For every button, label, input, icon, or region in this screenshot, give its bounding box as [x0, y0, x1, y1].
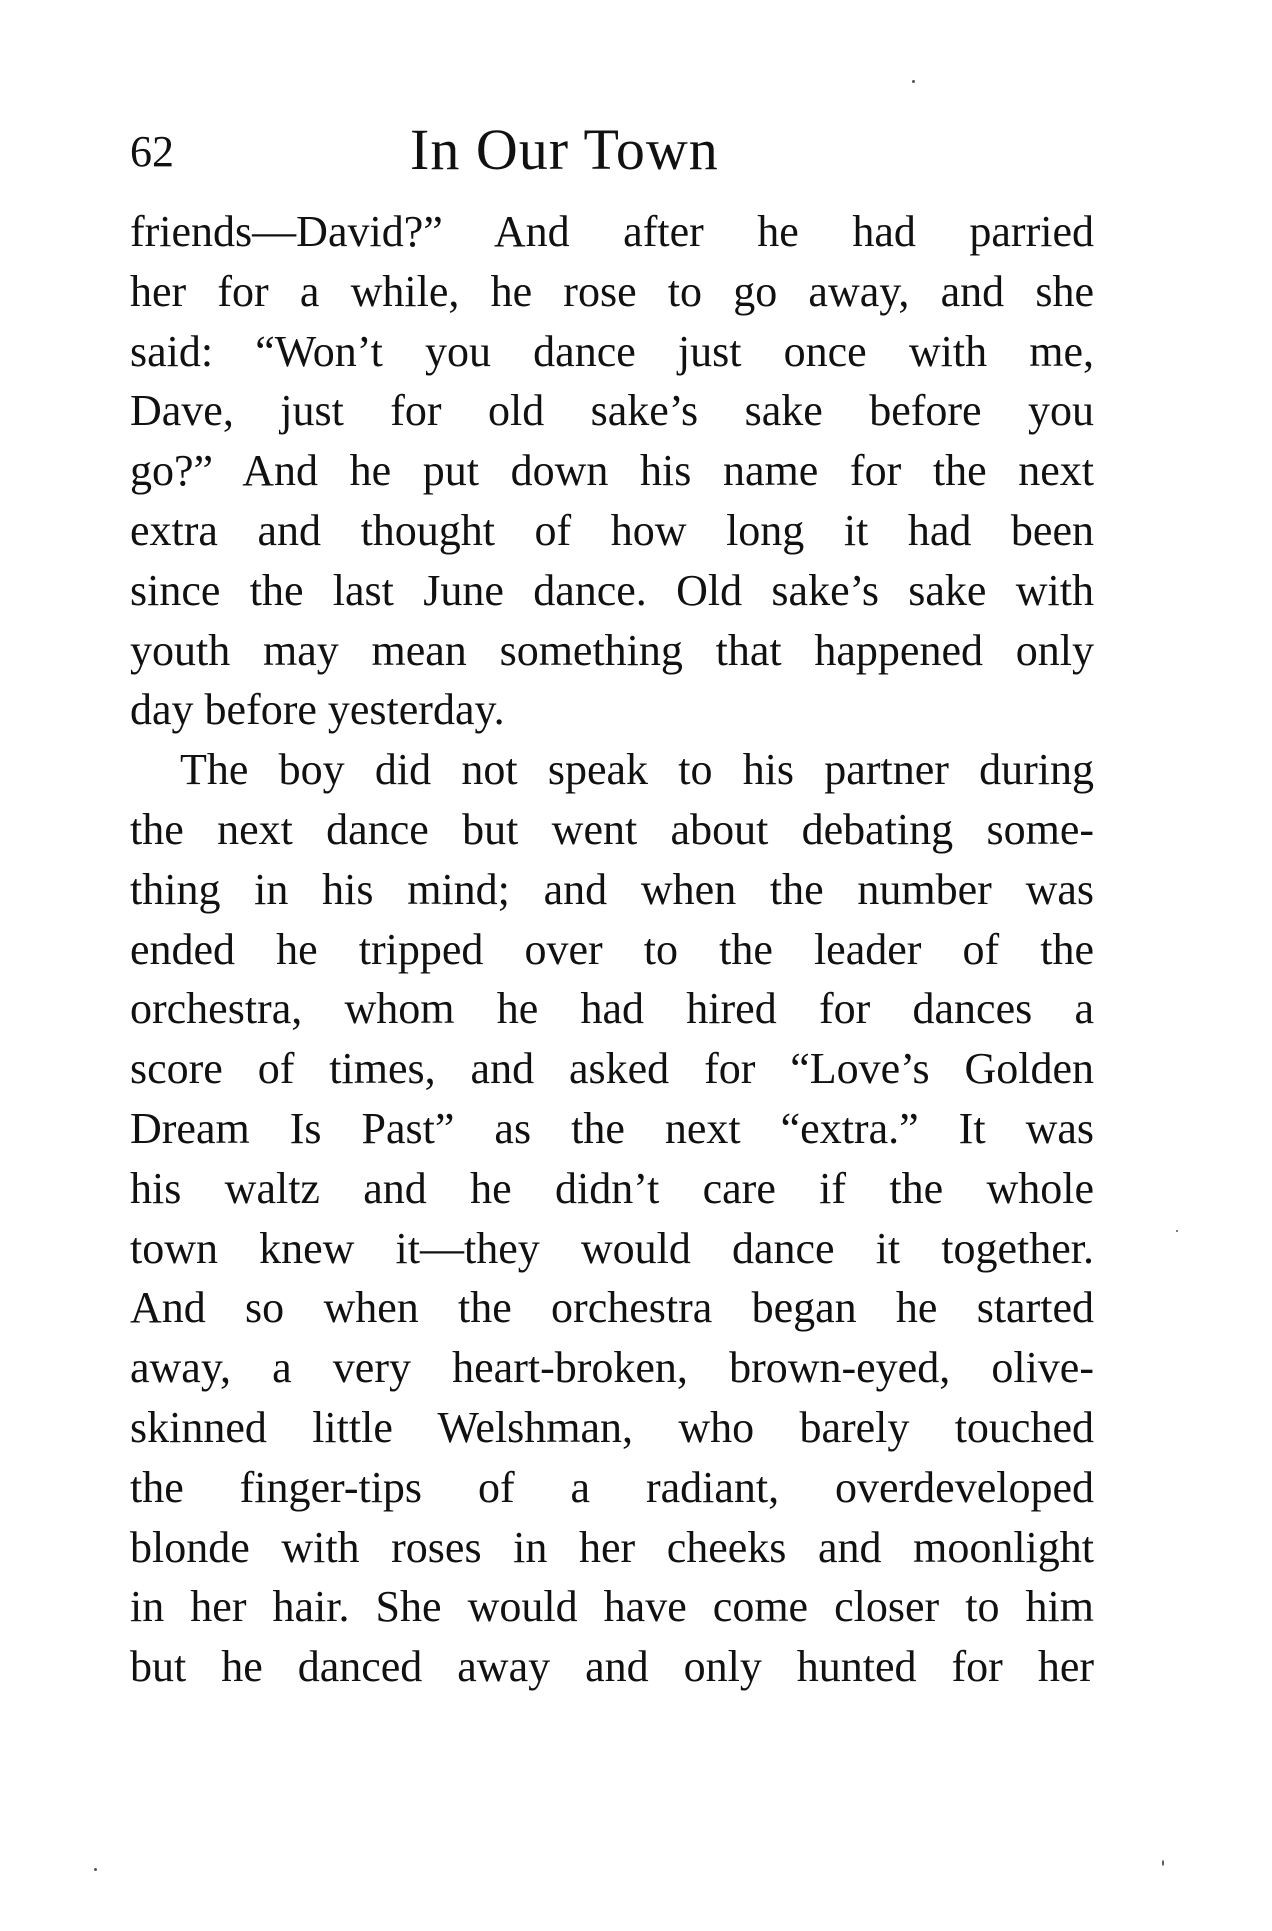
text-line: her for a while, he rose to go away, and she: [130, 266, 1094, 316]
running-title: In Our Town: [410, 117, 719, 182]
page-header: [130, 118, 1090, 188]
body-text: [130, 202, 1094, 1697]
text-line: blonde with roses in her cheeks and moonlight: [130, 1522, 1094, 1572]
text-line: since the last June dance. Old sake’s sake with: [130, 565, 1094, 615]
scan-speck: [1176, 1230, 1178, 1232]
text-line: And so when the orchestra began he started: [130, 1283, 1094, 1333]
text-line: skinned little Welshman, who barely touched: [130, 1402, 1094, 1452]
scan-speck: [1162, 1860, 1164, 1866]
text-line: go?” And he put down his name for the next: [130, 446, 1094, 496]
scan-speck: [94, 1868, 97, 1871]
text-line: youth may mean something that happened only: [130, 625, 1094, 675]
text-line: day before yesterday.: [130, 685, 505, 735]
scan-speck: [912, 80, 915, 83]
text-line: the finger-tips of a radiant, overdeveloped: [130, 1462, 1094, 1512]
text-line: town knew it—they would dance it together.: [130, 1223, 1094, 1273]
text-line: ended he tripped over to the leader of the: [130, 924, 1094, 974]
text-line: the next dance but went about debating some-: [130, 804, 1094, 854]
text-line: orchestra, whom he had hired for dances a: [130, 984, 1094, 1034]
text-line: Dave, just for old sake’s sake before you: [130, 386, 1094, 436]
text-line: his waltz and he didn’t care if the whole: [130, 1163, 1094, 1213]
text-line: but he danced away and only hunted for her: [130, 1642, 1094, 1692]
text-line: friends—David?” And after he had parried: [130, 207, 1094, 256]
text-line: away, a very heart-broken, brown-eyed, olive-: [130, 1343, 1094, 1393]
paragraph-first-line: The boy did not speak to his partner during: [180, 745, 1094, 795]
text-line: thing in his mind; and when the number was: [130, 864, 1094, 914]
text-line: said: “Won’t you dance just once with me,: [130, 326, 1094, 376]
text-line: in her hair. She would have come closer to him: [130, 1582, 1094, 1632]
text-line: extra and thought of how long it had been: [130, 505, 1094, 555]
page-number: 62: [130, 127, 174, 176]
text-line: score of times, and asked for “Love’s Golden: [130, 1044, 1094, 1094]
text-line: Dream Is Past” as the next “extra.” It was: [130, 1103, 1094, 1153]
